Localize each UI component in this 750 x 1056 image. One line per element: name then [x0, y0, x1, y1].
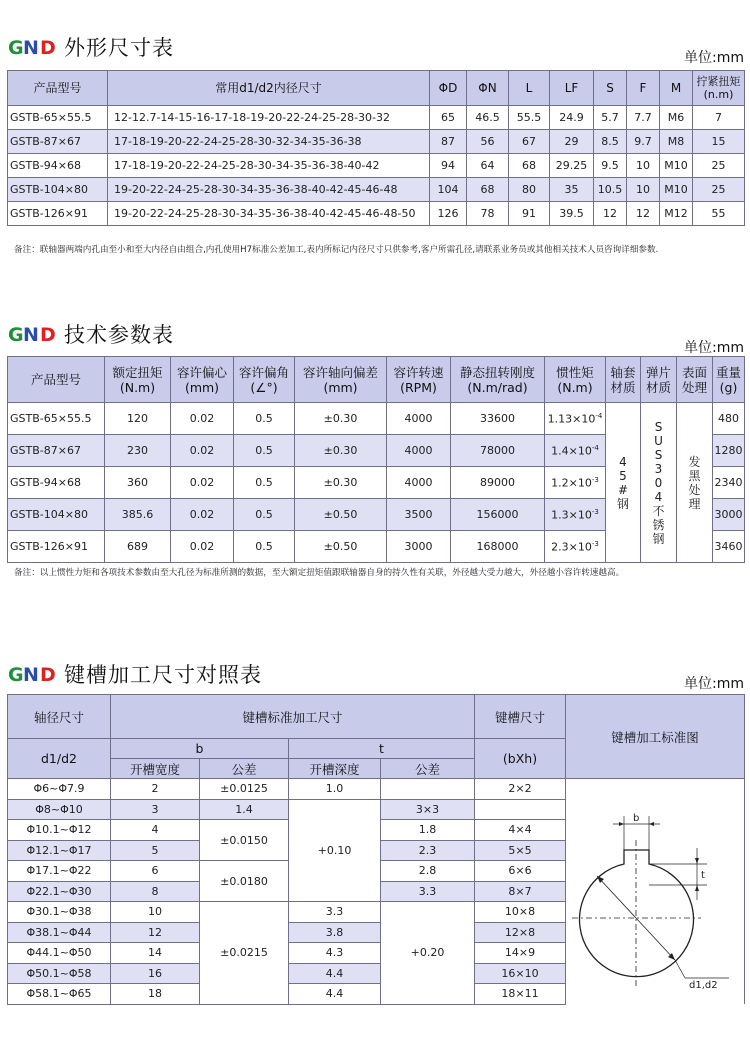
- shaft-diameter-cell: Φ6~Φ7.9: [8, 779, 111, 800]
- value-cell: 0.02: [171, 435, 234, 467]
- value-cell: 8.5: [594, 130, 627, 154]
- depth-tolerance-cell: +0.10: [289, 799, 381, 902]
- dimension-row: [8, 202, 745, 226]
- header-cell: 拧紧扭矩 (n.m): [693, 71, 745, 106]
- keyway-width-cell: 16: [111, 963, 200, 984]
- sleeve-material-text: 45#钢: [616, 454, 629, 511]
- dimension-row: [8, 130, 745, 154]
- inertia-base: 2.3×10: [551, 540, 592, 554]
- dimension-row: [8, 178, 745, 202]
- value-cell: 78: [467, 202, 509, 226]
- keyway-depth-cell: 1.8: [381, 820, 475, 841]
- value-cell: 0.02: [171, 531, 234, 563]
- key-size-cell: 14×9: [475, 943, 566, 964]
- value-cell: 56: [467, 130, 509, 154]
- svg-text:N: N: [23, 324, 39, 345]
- diagram-label-t: t: [701, 870, 705, 881]
- key-size-cell: 2×2: [475, 779, 566, 800]
- value-cell: 29: [550, 130, 594, 154]
- gnd-logo: [8, 323, 58, 345]
- inertia-base: 1.3×10: [551, 508, 592, 522]
- value-cell: 689: [105, 531, 171, 563]
- value-cell: 12: [627, 202, 660, 226]
- dimension-row: [8, 154, 745, 178]
- key-size-cell: 4×4: [475, 820, 566, 841]
- value-cell: 19-20-22-24-25-28-30-34-35-36-38-40-42-45-46-48-50: [108, 202, 430, 226]
- section1-note: 备注：联轴器两端内孔由至小和至大内径自由组合,内孔使用H7标准公差加工,表内所标记内径尺寸只供参考,客户所需孔径,请联系业务员或其他相关技术人员咨询详细参数.: [14, 245, 659, 255]
- value-cell: 25: [693, 154, 745, 178]
- inertia-cell: [545, 467, 606, 499]
- keyway-depth-cell: 3.3: [289, 902, 381, 923]
- key-size-cell: 16×10: [475, 963, 566, 984]
- keyway-width-cell: 5: [111, 840, 200, 861]
- gnd-logo: [8, 36, 58, 58]
- header-cell: 公差: [381, 759, 475, 779]
- section2-unit: 单位:mm: [684, 340, 744, 356]
- value-cell: 0.5: [234, 403, 295, 435]
- value-cell: 230: [105, 435, 171, 467]
- keyway-depth-cell: 3.3: [381, 881, 475, 902]
- value-cell: 15: [693, 130, 745, 154]
- header-cell: 键槽加工标准图: [566, 695, 745, 779]
- section2-title: 技术参数表: [64, 323, 174, 347]
- section2-note: 备注：以上惯性力矩和各项技术参数由至大孔径为标准所测的数据，至大额定扭矩值跟联轴器自身的持久性有关联，外径越大受力越大，外径越小容许转速越高。: [14, 568, 625, 578]
- model-cell: GSTB-104×80: [8, 178, 108, 202]
- value-cell: 24.9: [550, 106, 594, 130]
- keyway-depth-cell: 1.0: [289, 779, 381, 800]
- shaft-diameter-cell: Φ30.1~Φ38: [8, 902, 111, 923]
- value-cell: 64: [467, 154, 509, 178]
- diagram-label-b: b: [633, 813, 640, 824]
- header-cell: d1/d2: [8, 739, 111, 779]
- value-cell: 12-12.7-14-15-16-17-18-19-20-22-24-25-28-30-32: [108, 106, 430, 130]
- value-cell: 120: [105, 403, 171, 435]
- value-cell: 0.5: [234, 467, 295, 499]
- value-cell: 126: [430, 202, 467, 226]
- header-cell: 容许轴向偏差 (mm): [295, 357, 387, 403]
- value-cell: 10: [627, 154, 660, 178]
- value-cell: 385.6: [105, 499, 171, 531]
- value-cell: 25: [693, 178, 745, 202]
- keyway-depth-cell: 1.4: [200, 799, 289, 820]
- svg-text:N: N: [23, 664, 39, 685]
- header-cell: t: [289, 739, 475, 759]
- header-cell: S: [594, 71, 627, 106]
- shaft-diameter-cell: Φ22.1~Φ30: [8, 881, 111, 902]
- header-cell: 常用d1/d2内径尺寸: [108, 71, 430, 106]
- value-cell: 89000: [451, 467, 545, 499]
- value-cell: 39.5: [550, 202, 594, 226]
- value-cell: ±0.50: [295, 531, 387, 563]
- value-cell: 10: [627, 178, 660, 202]
- shaft-diameter-cell: Φ12.1~Φ17: [8, 840, 111, 861]
- shaft-diameter-cell: Φ58.1~Φ65: [8, 984, 111, 1005]
- value-cell: 17-18-19-20-22-24-25-28-30-34-35-36-38-40-42: [108, 154, 430, 178]
- header-cell: 产品型号: [8, 71, 108, 106]
- value-cell: 19-20-22-24-25-28-30-34-35-36-38-40-42-45-46-48: [108, 178, 430, 202]
- value-cell: 68: [509, 154, 550, 178]
- svg-text:D: D: [40, 664, 56, 685]
- keyway-depth-cell: 4.4: [289, 984, 381, 1005]
- section1-heading: [8, 33, 174, 61]
- section1-unit: 单位:mm: [684, 50, 744, 66]
- model-cell: GSTB-65×55.5: [8, 403, 105, 435]
- shaft-diameter-cell: Φ8~Φ10: [8, 799, 111, 820]
- key-size-cell: 18×11: [475, 984, 566, 1005]
- value-cell: 10.5: [594, 178, 627, 202]
- keyway-depth-cell: 4.4: [289, 963, 381, 984]
- value-cell: 0.02: [171, 403, 234, 435]
- width-tolerance-cell: ±0.0150: [200, 820, 289, 861]
- section1-title: 外形尺寸表: [64, 36, 174, 60]
- weight-cell: 2340: [713, 467, 745, 499]
- inertia-base: 1.4×10: [551, 444, 592, 458]
- inertia-exponent: -4: [591, 443, 599, 452]
- key-size-cell: 3×3: [381, 799, 475, 820]
- value-cell: 46.5: [467, 106, 509, 130]
- keyway-diagram: [569, 810, 739, 1000]
- plate-material-text: SUS304不锈钢: [652, 419, 665, 546]
- section3-heading: [8, 660, 262, 688]
- header-cell: 弹片 材质: [641, 357, 677, 403]
- inertia-exponent: -3: [591, 507, 599, 516]
- value-cell: 0.02: [171, 467, 234, 499]
- header-cell: 开槽深度: [289, 759, 381, 779]
- weight-cell: 3000: [713, 499, 745, 531]
- keyway-depth-cell: 4.3: [289, 943, 381, 964]
- value-cell: 68: [467, 178, 509, 202]
- sleeve-material: [606, 403, 641, 563]
- header-cell: ΦN: [467, 71, 509, 106]
- key-size-cell: 6×6: [475, 861, 566, 882]
- value-cell: 9.5: [594, 154, 627, 178]
- header-cell: 重量 (g): [713, 357, 745, 403]
- keyway-width-cell: 3: [111, 799, 200, 820]
- value-cell: M12: [660, 202, 693, 226]
- header-cell: 容许偏角 (∠°): [234, 357, 295, 403]
- depth-tolerance-cell: +0.20: [381, 902, 475, 1005]
- key-size-cell: 8×7: [475, 881, 566, 902]
- value-cell: 3000: [387, 531, 451, 563]
- model-cell: GSTB-65×55.5: [8, 106, 108, 130]
- width-tolerance-cell: ±0.0215: [200, 902, 289, 1005]
- width-tolerance-cell: ±0.0125: [200, 779, 289, 800]
- header-cell: L: [509, 71, 550, 106]
- value-cell: ±0.30: [295, 435, 387, 467]
- shaft-diameter-cell: Φ17.1~Φ22: [8, 861, 111, 882]
- header-cell: 轴套 材质: [606, 357, 641, 403]
- model-cell: GSTB-94×68: [8, 467, 105, 499]
- value-cell: 104: [430, 178, 467, 202]
- value-cell: 0.5: [234, 499, 295, 531]
- value-cell: 65: [430, 106, 467, 130]
- gnd-logo: [8, 663, 58, 685]
- value-cell: ±0.50: [295, 499, 387, 531]
- value-cell: 78000: [451, 435, 545, 467]
- header-cell: (bXh): [475, 739, 566, 779]
- keyway-header-row-1: [8, 695, 745, 739]
- shaft-diameter-cell: Φ38.1~Φ44: [8, 922, 111, 943]
- inertia-base: 1.2×10: [551, 476, 592, 490]
- header-cell: 容许偏心 (mm): [171, 357, 234, 403]
- dimension-row: [8, 106, 745, 130]
- header-cell: 产品型号: [8, 357, 105, 403]
- value-cell: 7.7: [627, 106, 660, 130]
- header-cell: 开槽宽度: [111, 759, 200, 779]
- value-cell: 168000: [451, 531, 545, 563]
- keyway-width-cell: 4: [111, 820, 200, 841]
- shaft-diameter-cell: Φ50.1~Φ58: [8, 963, 111, 984]
- weight-cell: 1280: [713, 435, 745, 467]
- svg-text:G: G: [8, 324, 24, 345]
- tech-header-row: [8, 357, 745, 403]
- keyway-depth-cell: 3.8: [289, 922, 381, 943]
- value-cell: 67: [509, 130, 550, 154]
- plate-material: [641, 403, 677, 563]
- tech-row: [8, 403, 745, 435]
- value-cell: M10: [660, 178, 693, 202]
- keyway-width-cell: 18: [111, 984, 200, 1005]
- value-cell: M10: [660, 154, 693, 178]
- value-cell: 94: [430, 154, 467, 178]
- model-cell: GSTB-87×67: [8, 435, 105, 467]
- key-size-cell: 10×8: [475, 902, 566, 923]
- value-cell: 87: [430, 130, 467, 154]
- diagram-label-d: d1,d2: [689, 980, 718, 991]
- section3-title: 键槽加工尺寸对照表: [64, 663, 262, 687]
- keyway-width-cell: 8: [111, 881, 200, 902]
- model-cell: GSTB-87×67: [8, 130, 108, 154]
- dimension-table: [7, 70, 745, 226]
- inertia-base: 1.13×10: [547, 412, 596, 426]
- value-cell: 9.7: [627, 130, 660, 154]
- value-cell: 4000: [387, 435, 451, 467]
- inertia-exponent: -4: [595, 411, 603, 420]
- value-cell: 55: [693, 202, 745, 226]
- value-cell: 55.5: [509, 106, 550, 130]
- value-cell: 91: [509, 202, 550, 226]
- svg-text:G: G: [8, 37, 24, 58]
- svg-text:N: N: [23, 37, 39, 58]
- value-cell: 5.7: [594, 106, 627, 130]
- keyway-width-cell: 2: [111, 779, 200, 800]
- keyway-width-cell: 14: [111, 943, 200, 964]
- keyway-depth-cell: 2.8: [381, 861, 475, 882]
- value-cell: 12: [594, 202, 627, 226]
- inertia-exponent: -3: [591, 475, 599, 484]
- header-cell: 表面 处理: [677, 357, 713, 403]
- keyway-width-cell: 10: [111, 902, 200, 923]
- section3-unit: 单位:mm: [684, 676, 744, 692]
- inertia-cell: [545, 435, 606, 467]
- surface-treatment-text: 发黑处理: [688, 454, 701, 511]
- value-cell: ±0.30: [295, 403, 387, 435]
- keyway-depth-cell: 2.3: [381, 840, 475, 861]
- header-cell: 键槽标准加工尺寸: [111, 695, 475, 739]
- value-cell: M6: [660, 106, 693, 130]
- header-cell: 惯性矩 (N.m): [545, 357, 606, 403]
- value-cell: M8: [660, 130, 693, 154]
- value-cell: ±0.30: [295, 467, 387, 499]
- keyway-width-cell: 12: [111, 922, 200, 943]
- key-size-cell: 12×8: [475, 922, 566, 943]
- header-cell: F: [627, 71, 660, 106]
- value-cell: 3500: [387, 499, 451, 531]
- model-cell: GSTB-126×91: [8, 531, 105, 563]
- value-cell: 4000: [387, 403, 451, 435]
- inertia-cell: [545, 499, 606, 531]
- section2-heading: [8, 320, 174, 348]
- value-cell: 35: [550, 178, 594, 202]
- inertia-cell: [545, 531, 606, 563]
- model-cell: GSTB-104×80: [8, 499, 105, 531]
- header-cell: 额定扭矩 (N.m): [105, 357, 171, 403]
- model-cell: GSTB-94×68: [8, 154, 108, 178]
- header-cell: ΦD: [430, 71, 467, 106]
- tech-param-table: [7, 356, 745, 563]
- dimension-header-row: [8, 71, 745, 106]
- keyway-width-cell: 6: [111, 861, 200, 882]
- svg-text:G: G: [8, 664, 24, 685]
- header-cell: 键槽尺寸: [475, 695, 566, 739]
- value-cell: 0.5: [234, 531, 295, 563]
- value-cell: 33600: [451, 403, 545, 435]
- header-cell: 容许转速 (RPM): [387, 357, 451, 403]
- value-cell: 7: [693, 106, 745, 130]
- inertia-exponent: -3: [591, 539, 599, 548]
- depth-tolerance-cell: [381, 779, 475, 800]
- value-cell: 17-18-19-20-22-24-25-28-30-32-34-35-36-38: [108, 130, 430, 154]
- shaft-diameter-cell: Φ44.1~Φ50: [8, 943, 111, 964]
- header-cell: M: [660, 71, 693, 106]
- keyway-row: [8, 779, 745, 800]
- value-cell: 4000: [387, 467, 451, 499]
- value-cell: 0.5: [234, 435, 295, 467]
- header-cell: b: [111, 739, 289, 759]
- value-cell: 156000: [451, 499, 545, 531]
- value-cell: 80: [509, 178, 550, 202]
- model-cell: GSTB-126×91: [8, 202, 108, 226]
- svg-text:D: D: [40, 37, 56, 58]
- svg-text:D: D: [40, 324, 56, 345]
- header-cell: 轴径尺寸: [8, 695, 111, 739]
- header-cell: LF: [550, 71, 594, 106]
- value-cell: 29.25: [550, 154, 594, 178]
- keyway-outline: [580, 850, 694, 977]
- weight-cell: 3460: [713, 531, 745, 563]
- surface-treatment: [677, 403, 713, 563]
- key-size-cell: 5×5: [475, 840, 566, 861]
- weight-cell: 480: [713, 403, 745, 435]
- inertia-cell: [545, 403, 606, 435]
- shaft-diameter-cell: Φ10.1~Φ12: [8, 820, 111, 841]
- value-cell: 0.02: [171, 499, 234, 531]
- width-tolerance-cell: ±0.0180: [200, 861, 289, 902]
- value-cell: 360: [105, 467, 171, 499]
- header-cell: 静态扭转刚度 (N.m/rad): [451, 357, 545, 403]
- header-cell: 公差: [200, 759, 289, 779]
